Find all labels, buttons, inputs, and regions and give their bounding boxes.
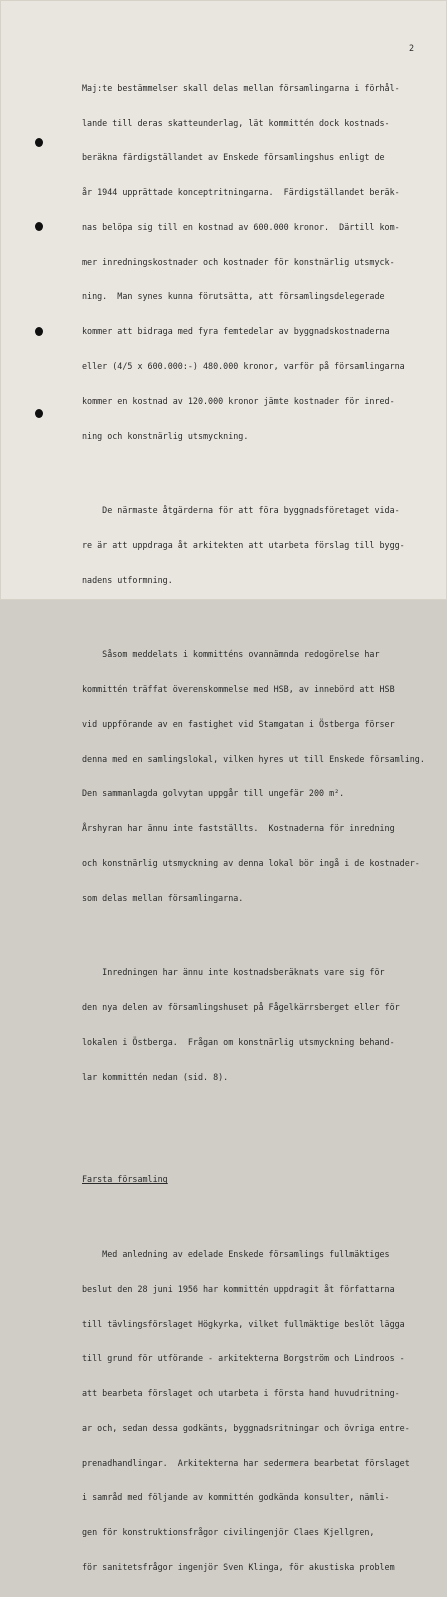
- text-line: nas belöpa sig till en kostnad av 600.000 kronor. Därtill kom-: [82, 221, 400, 232]
- section-heading: Farsta församling: [82, 1174, 168, 1185]
- text-line: som delas mellan församlingarna.: [82, 892, 244, 903]
- text-line: Inredningen har ännu inte kostnadsberäknats vare sig för: [82, 967, 385, 978]
- text-line: år 1944 upprättade konceptritningarna. Färdigställandet beräk-: [82, 187, 400, 198]
- text-line: ning och konstnärlig utsmyckning.: [82, 430, 249, 441]
- text-line: Med anledning av edelade Enskede församlings fullmäktiges: [82, 1248, 390, 1259]
- text-line: beräkna färdigställandet av Enskede församlingshus enligt de: [82, 152, 385, 163]
- punch-hole: [35, 327, 43, 336]
- text-line: den nya delen av församlingshuset på Fågelkärrsberget eller för: [82, 1002, 400, 1013]
- text-line: kommittén träffat överenskommelse med HSB, av innebörd att HSB: [82, 684, 395, 695]
- text-line: Såsom meddelats i kommitténs ovannämnda redogörelse har: [82, 649, 380, 660]
- text-line: De närmaste åtgärderna för att föra byggnadsföretaget vida-: [82, 505, 400, 516]
- page-number: 2: [409, 43, 415, 53]
- text-line: nadens utformning.: [82, 574, 173, 585]
- text-line: att bearbeta förslaget och utarbeta i första hand huvudritning-: [82, 1388, 400, 1399]
- text-line: till tävlingsförslaget Högkyrka, vilket fullmäktige beslöt lägga: [82, 1318, 405, 1329]
- text-line: ning. Man synes kunna förutsätta, att församlingsdelegerade: [82, 291, 385, 302]
- text-line: ar och, sedan dessa godkänts, byggnadsritningar och övriga entre-: [82, 1422, 410, 1433]
- text-line: beslut den 28 juni 1956 har kommittén uppdragit åt författarna: [82, 1283, 395, 1294]
- text-line: kommer att bidraga med fyra femtedelar av byggnadskostnaderna: [82, 326, 390, 337]
- punch-hole: [35, 138, 43, 147]
- text-line: vid uppförande av en fastighet vid Stamgatan i Östberga förser: [82, 718, 395, 729]
- punch-hole: [35, 222, 43, 231]
- text-line: Maj:te bestämmelser skall delas mellan församlingarna i förhål-: [82, 82, 400, 93]
- text-line: i samråd med följande av kommittén godkända konsulter, nämli-: [82, 1492, 390, 1503]
- text-line: Den sammanlagda golvytan uppgår till ungefär 200 m².: [82, 788, 345, 799]
- text-line: Årshyran har ännu inte fastställts. Kostnaderna för inredning: [82, 823, 395, 834]
- body-text: [82, 48, 432, 1597]
- text-line: lokalen i Östberga. Frågan om konstnärlig utsmyckning behand-: [82, 1036, 395, 1047]
- text-line: lande till deras skatteunderlag, lät kommittén dock kostnads-: [82, 117, 390, 128]
- punch-hole: [35, 409, 43, 418]
- text-line: eller (4/5 x 600.000:-) 480.000 kronor, varför på församlingarna: [82, 361, 405, 372]
- text-line: för sanitetsfrågor ingenjör Sven Klinga, för akustiska problem: [82, 1562, 395, 1572]
- text-line: mer inredningskostnader och kostnader för konstnärlig utsmyck-: [82, 256, 395, 267]
- text-line: till grund för utförande - arkitekterna Borgström och Lindroos -: [82, 1353, 405, 1364]
- text-line: kommer en kostnad av 120.000 kronor jämte kostnader för inred-: [82, 395, 395, 406]
- text-line: gen för konstruktionsfrågor civilingenjör Claes Kjellgren,: [82, 1527, 375, 1538]
- text-line: lar kommittén nedan (sid. 8).: [82, 1071, 229, 1082]
- text-line: prenadhandlingar. Arkitekterna har sedermera bearbetat förslaget: [82, 1457, 410, 1468]
- text-line: re är att uppdraga åt arkitekten att utarbeta förslag till bygg-: [82, 539, 405, 550]
- text-line: och konstnärlig utsmyckning av denna lokal bör ingå i de kostnader-: [82, 857, 420, 868]
- text-line: denna med en samlingslokal, vilken hyres ut till Enskede församling.: [82, 753, 425, 764]
